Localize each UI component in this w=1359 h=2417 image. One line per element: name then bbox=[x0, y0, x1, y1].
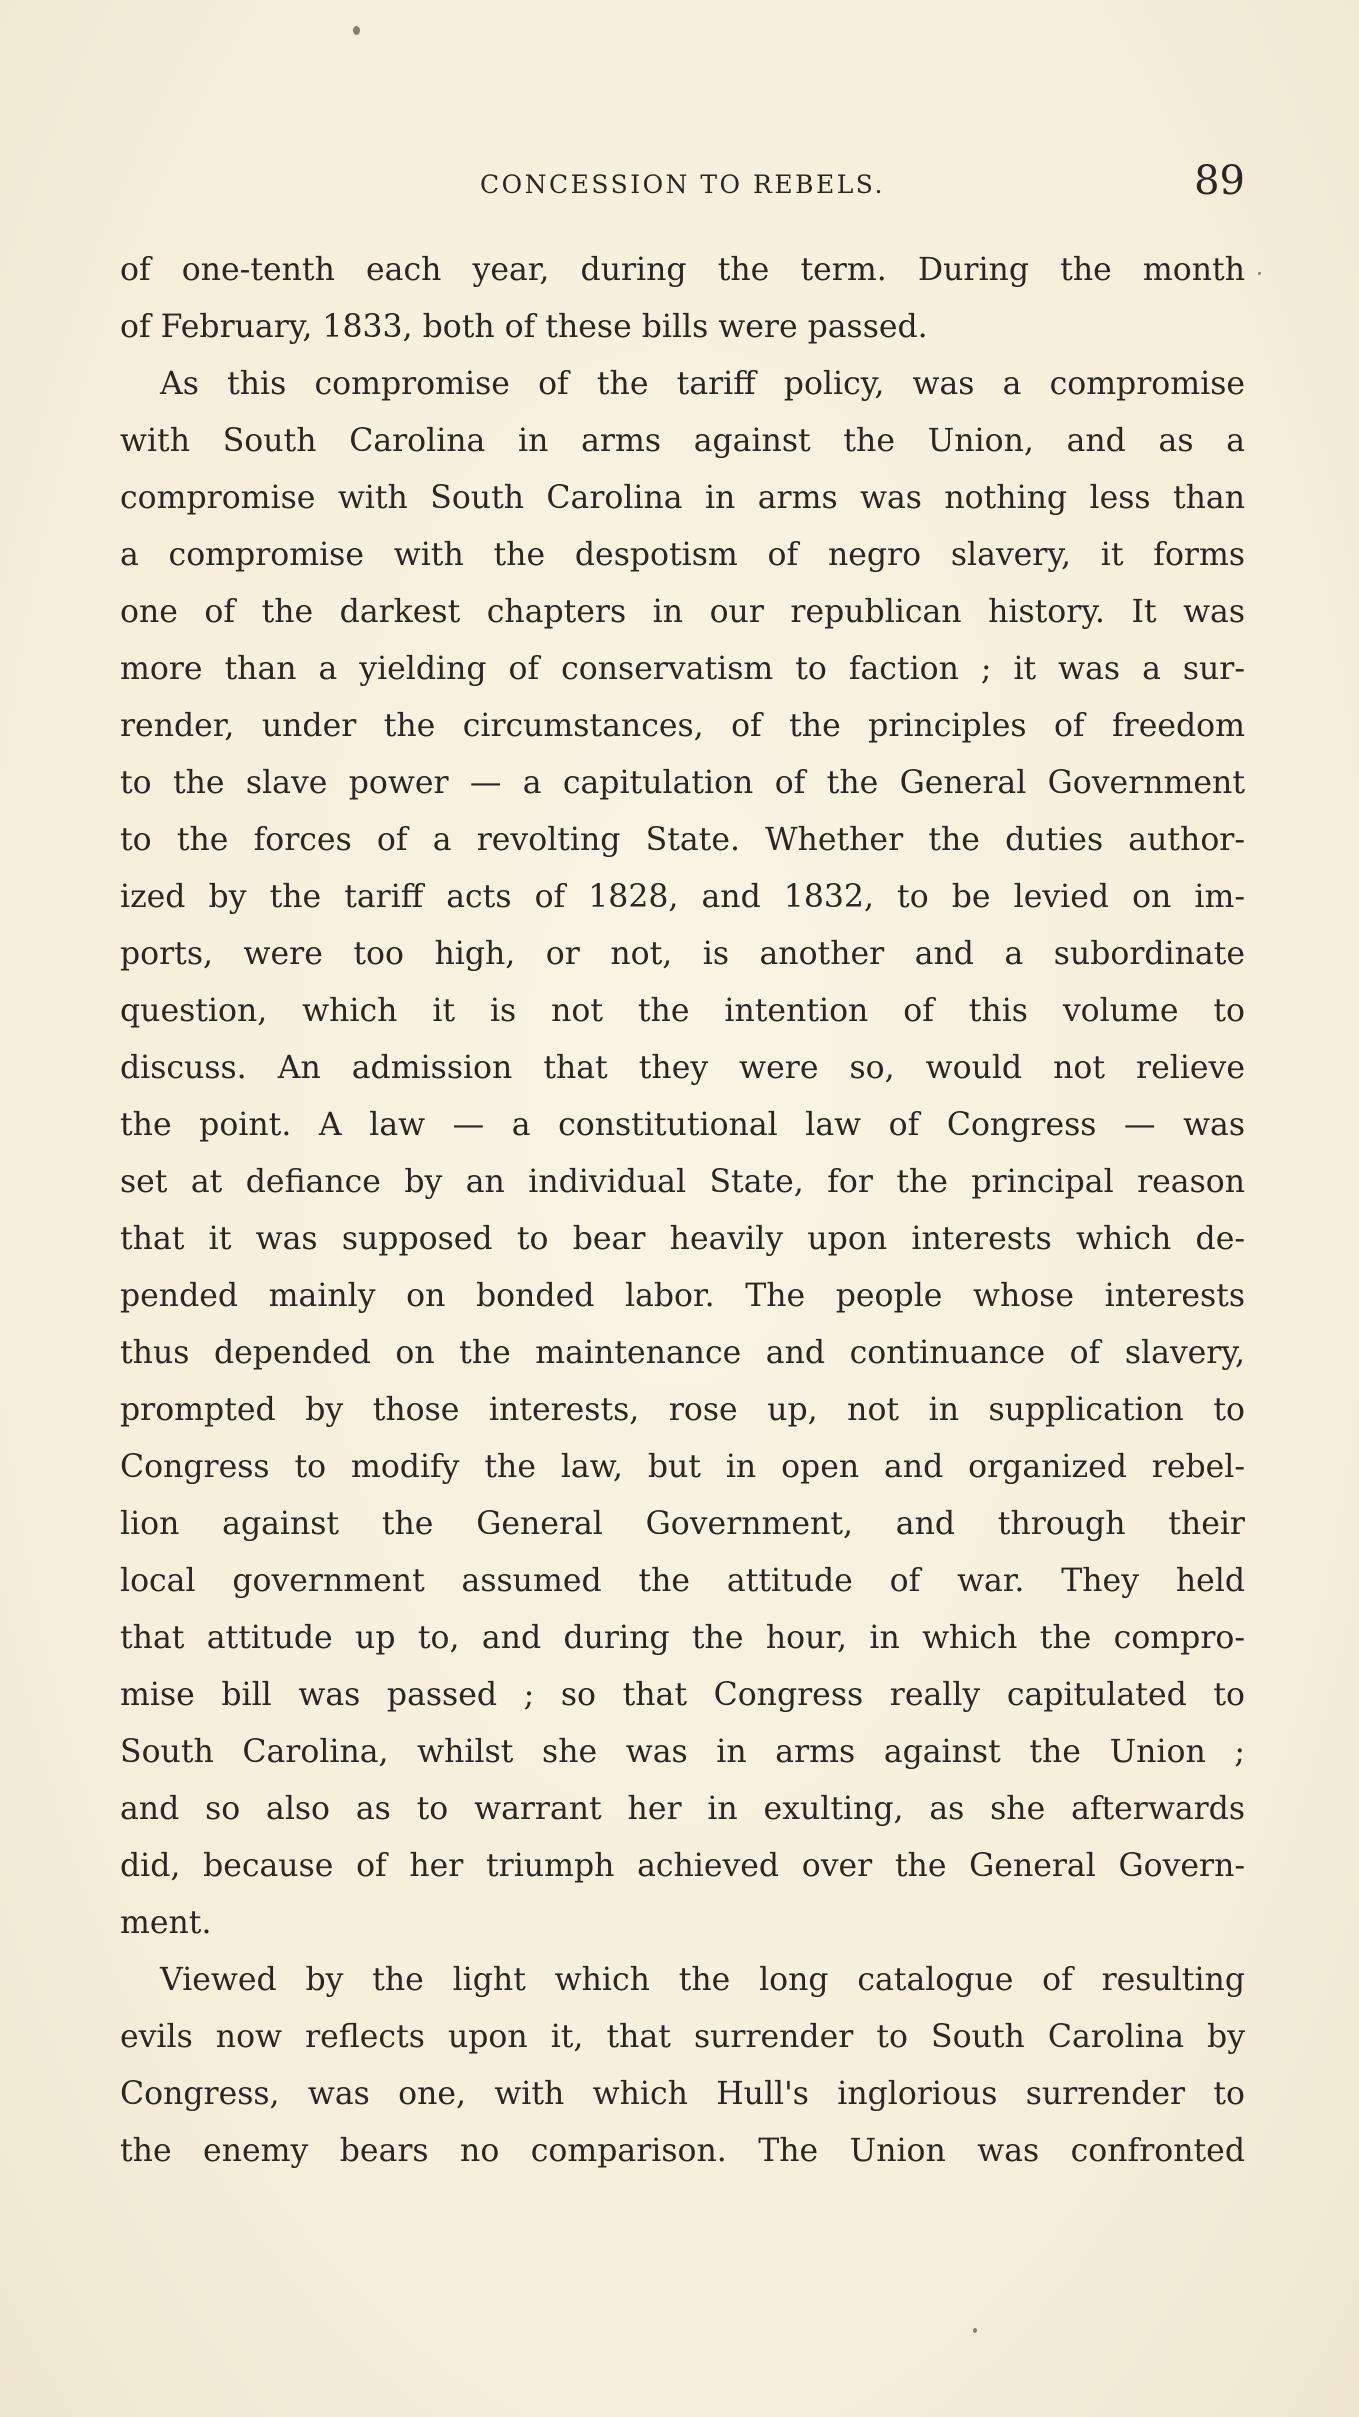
text-line: Congress, was one, with which Hull's inglorious surrender to bbox=[120, 2076, 1245, 2112]
text-line: ment. bbox=[120, 1905, 212, 1941]
text-line: discuss. An admission that they were so, would not relieve bbox=[120, 1050, 1245, 1086]
text-line: pended mainly on bonded labor. The people whose interests bbox=[120, 1278, 1245, 1314]
body-text bbox=[120, 242, 1245, 2180]
text-line: one of the darkest chapters in our republican history. It was bbox=[120, 594, 1245, 630]
text-line: the enemy bears no comparison. The Union was confronted bbox=[120, 2133, 1245, 2169]
text-line: question, which it is not the intention of this volume to bbox=[120, 993, 1245, 1029]
text-line: ized by the tariff acts of 1828, and 1832, to be levied on im- bbox=[120, 879, 1245, 915]
text-line: Viewed by the light which the long catalogue of resulting bbox=[160, 1962, 1245, 1998]
text-line: that it was supposed to bear heavily upon interests which de- bbox=[120, 1221, 1245, 1257]
text-line: of one-tenth each year, during the term. During the month bbox=[120, 252, 1245, 288]
running-head bbox=[120, 158, 1245, 218]
text-line: a compromise with the despotism of negro slavery, it forms bbox=[120, 537, 1245, 573]
text-line: Congress to modify the law, but in open and organized rebel- bbox=[120, 1449, 1245, 1485]
text-line: lion against the General Government, and through their bbox=[120, 1506, 1245, 1542]
text-line: more than a yielding of conservatism to faction ; it was a sur- bbox=[120, 651, 1245, 687]
ink-speck bbox=[353, 26, 360, 35]
running-title: CONCESSION TO REBELS. bbox=[480, 170, 885, 199]
text-line: to the slave power — a capitulation of the General Government bbox=[120, 765, 1245, 801]
text-line: As this compromise of the tariff policy, was a compromise bbox=[160, 366, 1245, 402]
text-line: thus depended on the maintenance and continuance of slavery, bbox=[120, 1335, 1245, 1371]
text-line: that attitude up to, and during the hour, in which the compro- bbox=[120, 1620, 1245, 1656]
page-number: 89 bbox=[1194, 158, 1245, 204]
text-line: set at defiance by an individual State, for the principal reason bbox=[120, 1164, 1245, 1200]
text-line: evils now reflects upon it, that surrender to South Carolina by bbox=[120, 2019, 1245, 2055]
text-line: to the forces of a revolting State. Whether the duties author- bbox=[120, 822, 1245, 858]
text-line: the point. A law — a constitutional law of Congress — was bbox=[120, 1107, 1245, 1143]
text-line: render, under the circumstances, of the principles of freedom bbox=[120, 708, 1245, 744]
text-line: South Carolina, whilst she was in arms against the Union ; bbox=[120, 1734, 1245, 1770]
text-line: did, because of her triumph achieved over the General Govern- bbox=[120, 1848, 1245, 1884]
text-line: ports, were too high, or not, is another and a subordinate bbox=[120, 936, 1245, 972]
text-line: prompted by those interests, rose up, not in supplication to bbox=[120, 1392, 1245, 1428]
text-line: and so also as to warrant her in exulting, as she afterwards bbox=[120, 1791, 1245, 1827]
ink-speck bbox=[1258, 272, 1261, 275]
ink-speck bbox=[973, 2328, 977, 2333]
text-line: of February, 1833, both of these bills were passed. bbox=[120, 309, 928, 345]
text-line: with South Carolina in arms against the Union, and as a bbox=[120, 423, 1245, 459]
text-line: compromise with South Carolina in arms was nothing less than bbox=[120, 480, 1245, 516]
text-line: mise bill was passed ; so that Congress really capitulated to bbox=[120, 1677, 1245, 1713]
text-line: local government assumed the attitude of war. They held bbox=[120, 1563, 1245, 1599]
